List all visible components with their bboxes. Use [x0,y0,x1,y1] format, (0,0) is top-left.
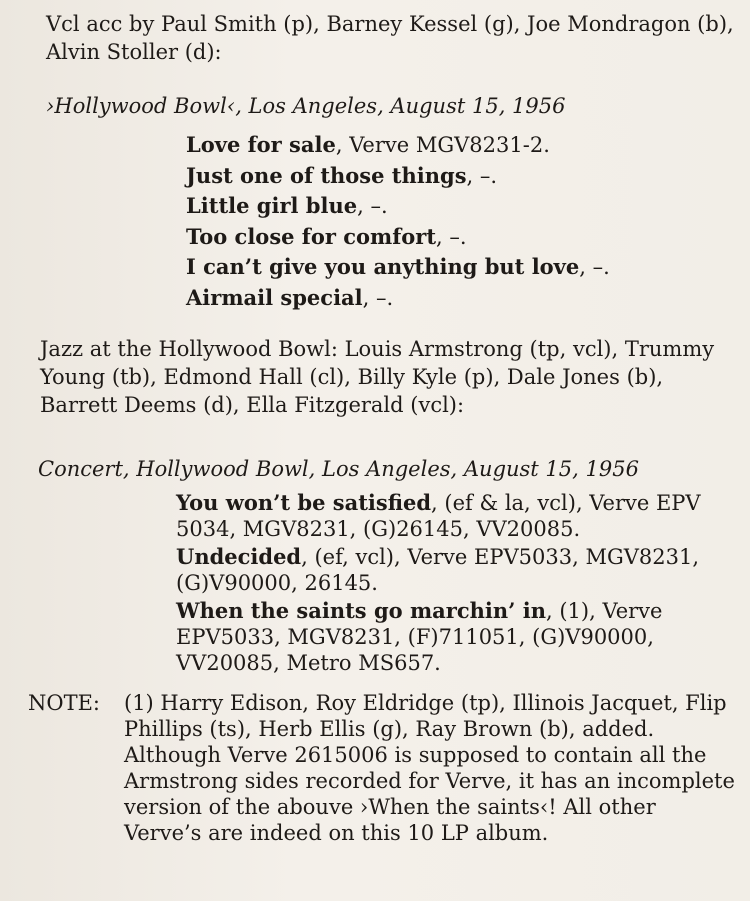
track-title: I can’t give you anything but love [186,254,580,279]
track-entry [186,161,726,192]
track-info: , –. [579,255,610,279]
track-info: , Verve MGV8231-2. [335,133,550,157]
track-info: , (ef, vcl), Verve EPV5033, MGV8231, (G)V90000, 26145. [176,545,700,595]
personnel-listing: Jazz at the Hollywood Bowl: Louis Armstrong (tp, vcl), Trummy Young (tb), Edmond Hall (cl), Billy Kyle (p), Dale Jones (b), Barrett Deems (d), Ella Fitzgerald (vcl): [40,337,715,417]
track-entry [186,252,726,283]
session-venue: ›Hollywood Bowl‹, Los Angeles, August 15, 1956 [46,94,566,118]
track-entry [186,283,726,314]
track-list [176,490,716,676]
track-entry [186,222,726,253]
track-info: , –. [357,194,388,218]
track-title: You won’t be satisfied [176,490,432,515]
track-entry [176,598,716,676]
track-entry [176,544,716,596]
track-info: , –. [466,163,498,188]
track-list [186,130,726,313]
track-entry [176,490,716,542]
track-title: Too close for comfort [186,223,437,249]
track-title: Little girl blue [186,193,358,218]
personnel-listing: Vcl acc by Paul Smith (p), Barney Kessel (g), Joe Mondragon (b), Alvin Stoller (d): [46,12,734,64]
track-info: , –. [436,224,467,249]
track-info: , (1), Verve EPV5033, MGV8231, (F)711051, (G)V90000, VV20085, Metro MS657. [176,599,663,675]
note-label: NOTE: [28,691,101,715]
track-title: Undecided [176,544,302,569]
track-info: , (ef & la, vcl), Verve EPV 5034, MGV8231, (G)26145, VV20085. [176,491,701,541]
track-entry [186,130,726,161]
session-venue: Concert, Hollywood Bowl, Los Angeles, August 15, 1956 [38,457,639,481]
track-info: , –. [362,285,394,310]
note-text: (1) Harry Edison, Roy Eldridge (tp), Illinois Jacquet, Flip Phillips (ts), Herb Ellis (g), Ray Brown (b), added. Although Verve 2615006 is supposed to contain all the Armstrong sides recorded for Verve, it has an incomplete version of the abouve ›When the saints‹! All other Verve’s are indeed on this 10 LP album. [124,691,735,845]
track-title: Love for sale [186,132,336,157]
track-title: When the saints go marchin’ in [176,598,547,623]
track-title: Airmail special [186,284,363,310]
track-title: Just one of those things [186,162,467,188]
track-entry [186,191,726,222]
